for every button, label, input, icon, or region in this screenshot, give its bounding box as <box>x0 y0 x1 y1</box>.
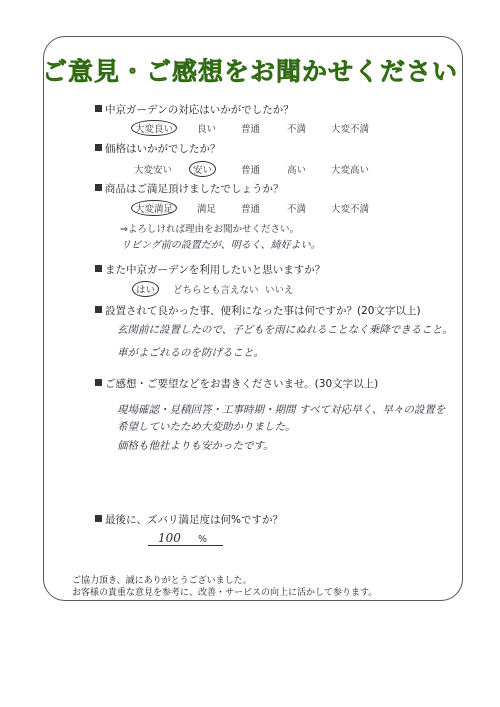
q4-option-2[interactable]: どちらとも言えない <box>173 285 259 296</box>
square-bullet-icon <box>95 515 102 522</box>
q6-answer-line-3[interactable]: 価格も他社よりも安かったです。 <box>117 440 274 452</box>
question-7 <box>95 512 283 527</box>
satisfaction-underline <box>148 545 223 546</box>
q3-option-5[interactable]: 大変不満 <box>331 204 370 215</box>
square-bullet-icon <box>95 144 102 151</box>
square-bullet-icon <box>95 265 102 272</box>
footer-line-1: ご協力頂き、誠にありがとうございました。 <box>72 576 252 586</box>
question-1-label: 中京ガーデンの対応はいかがでしたか？ <box>105 104 294 116</box>
survey-title: ご意見・ご感想をお聞かせください <box>41 57 458 86</box>
q3-option-1[interactable]: 大変満足 <box>131 200 177 216</box>
satisfaction-unit: % <box>198 534 208 545</box>
q3-option-3[interactable]: 普通 <box>241 204 261 215</box>
satisfaction-value[interactable]: 100 <box>158 531 181 545</box>
q3-option-2[interactable]: 満足 <box>197 204 217 215</box>
question-7-label: 最後に、ズバリ満足度は何%ですか？ <box>105 514 283 526</box>
q5-answer-line-2[interactable]: 車がよごれるのを防げること。 <box>117 347 264 359</box>
question-5-label: 設置されて良かった事、便利になった事は何ですか？(20文字以上) <box>105 305 421 317</box>
q2-option-5[interactable]: 大変高い <box>331 165 370 176</box>
question-5 <box>95 303 421 318</box>
q1-option-2[interactable]: 良い <box>197 124 217 135</box>
square-bullet-icon <box>95 379 102 386</box>
q2-option-3[interactable]: 普通 <box>241 165 261 176</box>
q6-answer-line-2[interactable]: 希望していたため大変助かりました。 <box>117 421 296 433</box>
footer-line-2: お客様の貴重な意見を参考に、改善・サービスの向上に活かして参ります。 <box>72 588 378 598</box>
question-4 <box>95 262 325 277</box>
q3-handwritten-answer[interactable]: リビング前の設置だが、明るく、綺好よい。 <box>121 240 321 251</box>
q4-option-3[interactable]: いいえ <box>265 285 294 296</box>
q5-answer-line-1[interactable]: 玄関前に設置したので、子どもを雨にぬれることなく乗降できること。 <box>117 324 453 336</box>
square-bullet-icon <box>95 105 102 112</box>
q3-followup: ⇒よろしければ理由をお聞かせください。 <box>120 224 299 235</box>
question-2 <box>95 141 221 156</box>
q1-option-4[interactable]: 不満 <box>287 124 307 135</box>
question-3-label: 商品はご満足頂けましたでしょうか？ <box>105 183 284 195</box>
question-6 <box>95 376 378 391</box>
q4-option-1[interactable]: はい <box>132 281 159 297</box>
q2-option-2[interactable]: 安い <box>189 161 216 177</box>
question-3 <box>95 181 284 196</box>
q2-option-4[interactable]: 高い <box>287 165 307 176</box>
question-1 <box>95 102 294 117</box>
question-6-label: ご感想・ご要望などをお書きくださいませ。(30文字以上) <box>105 378 379 390</box>
square-bullet-icon <box>95 184 102 191</box>
q3-option-4[interactable]: 不満 <box>287 204 307 215</box>
question-2-label: 価格はいかがでしたか？ <box>105 143 221 155</box>
q1-option-1[interactable]: 大変良い <box>131 120 177 136</box>
q1-option-5[interactable]: 大変不満 <box>331 124 370 135</box>
q2-option-1[interactable]: 大変安い <box>134 165 173 176</box>
q6-answer-line-1[interactable]: 現場確認・見積回答・工事時期・期間 すべて対応早く、早々の設置を <box>117 404 446 416</box>
square-bullet-icon <box>95 306 102 313</box>
q1-option-3[interactable]: 普通 <box>241 124 261 135</box>
question-4-label: また中京ガーデンを利用したいと思いますか？ <box>105 264 326 276</box>
